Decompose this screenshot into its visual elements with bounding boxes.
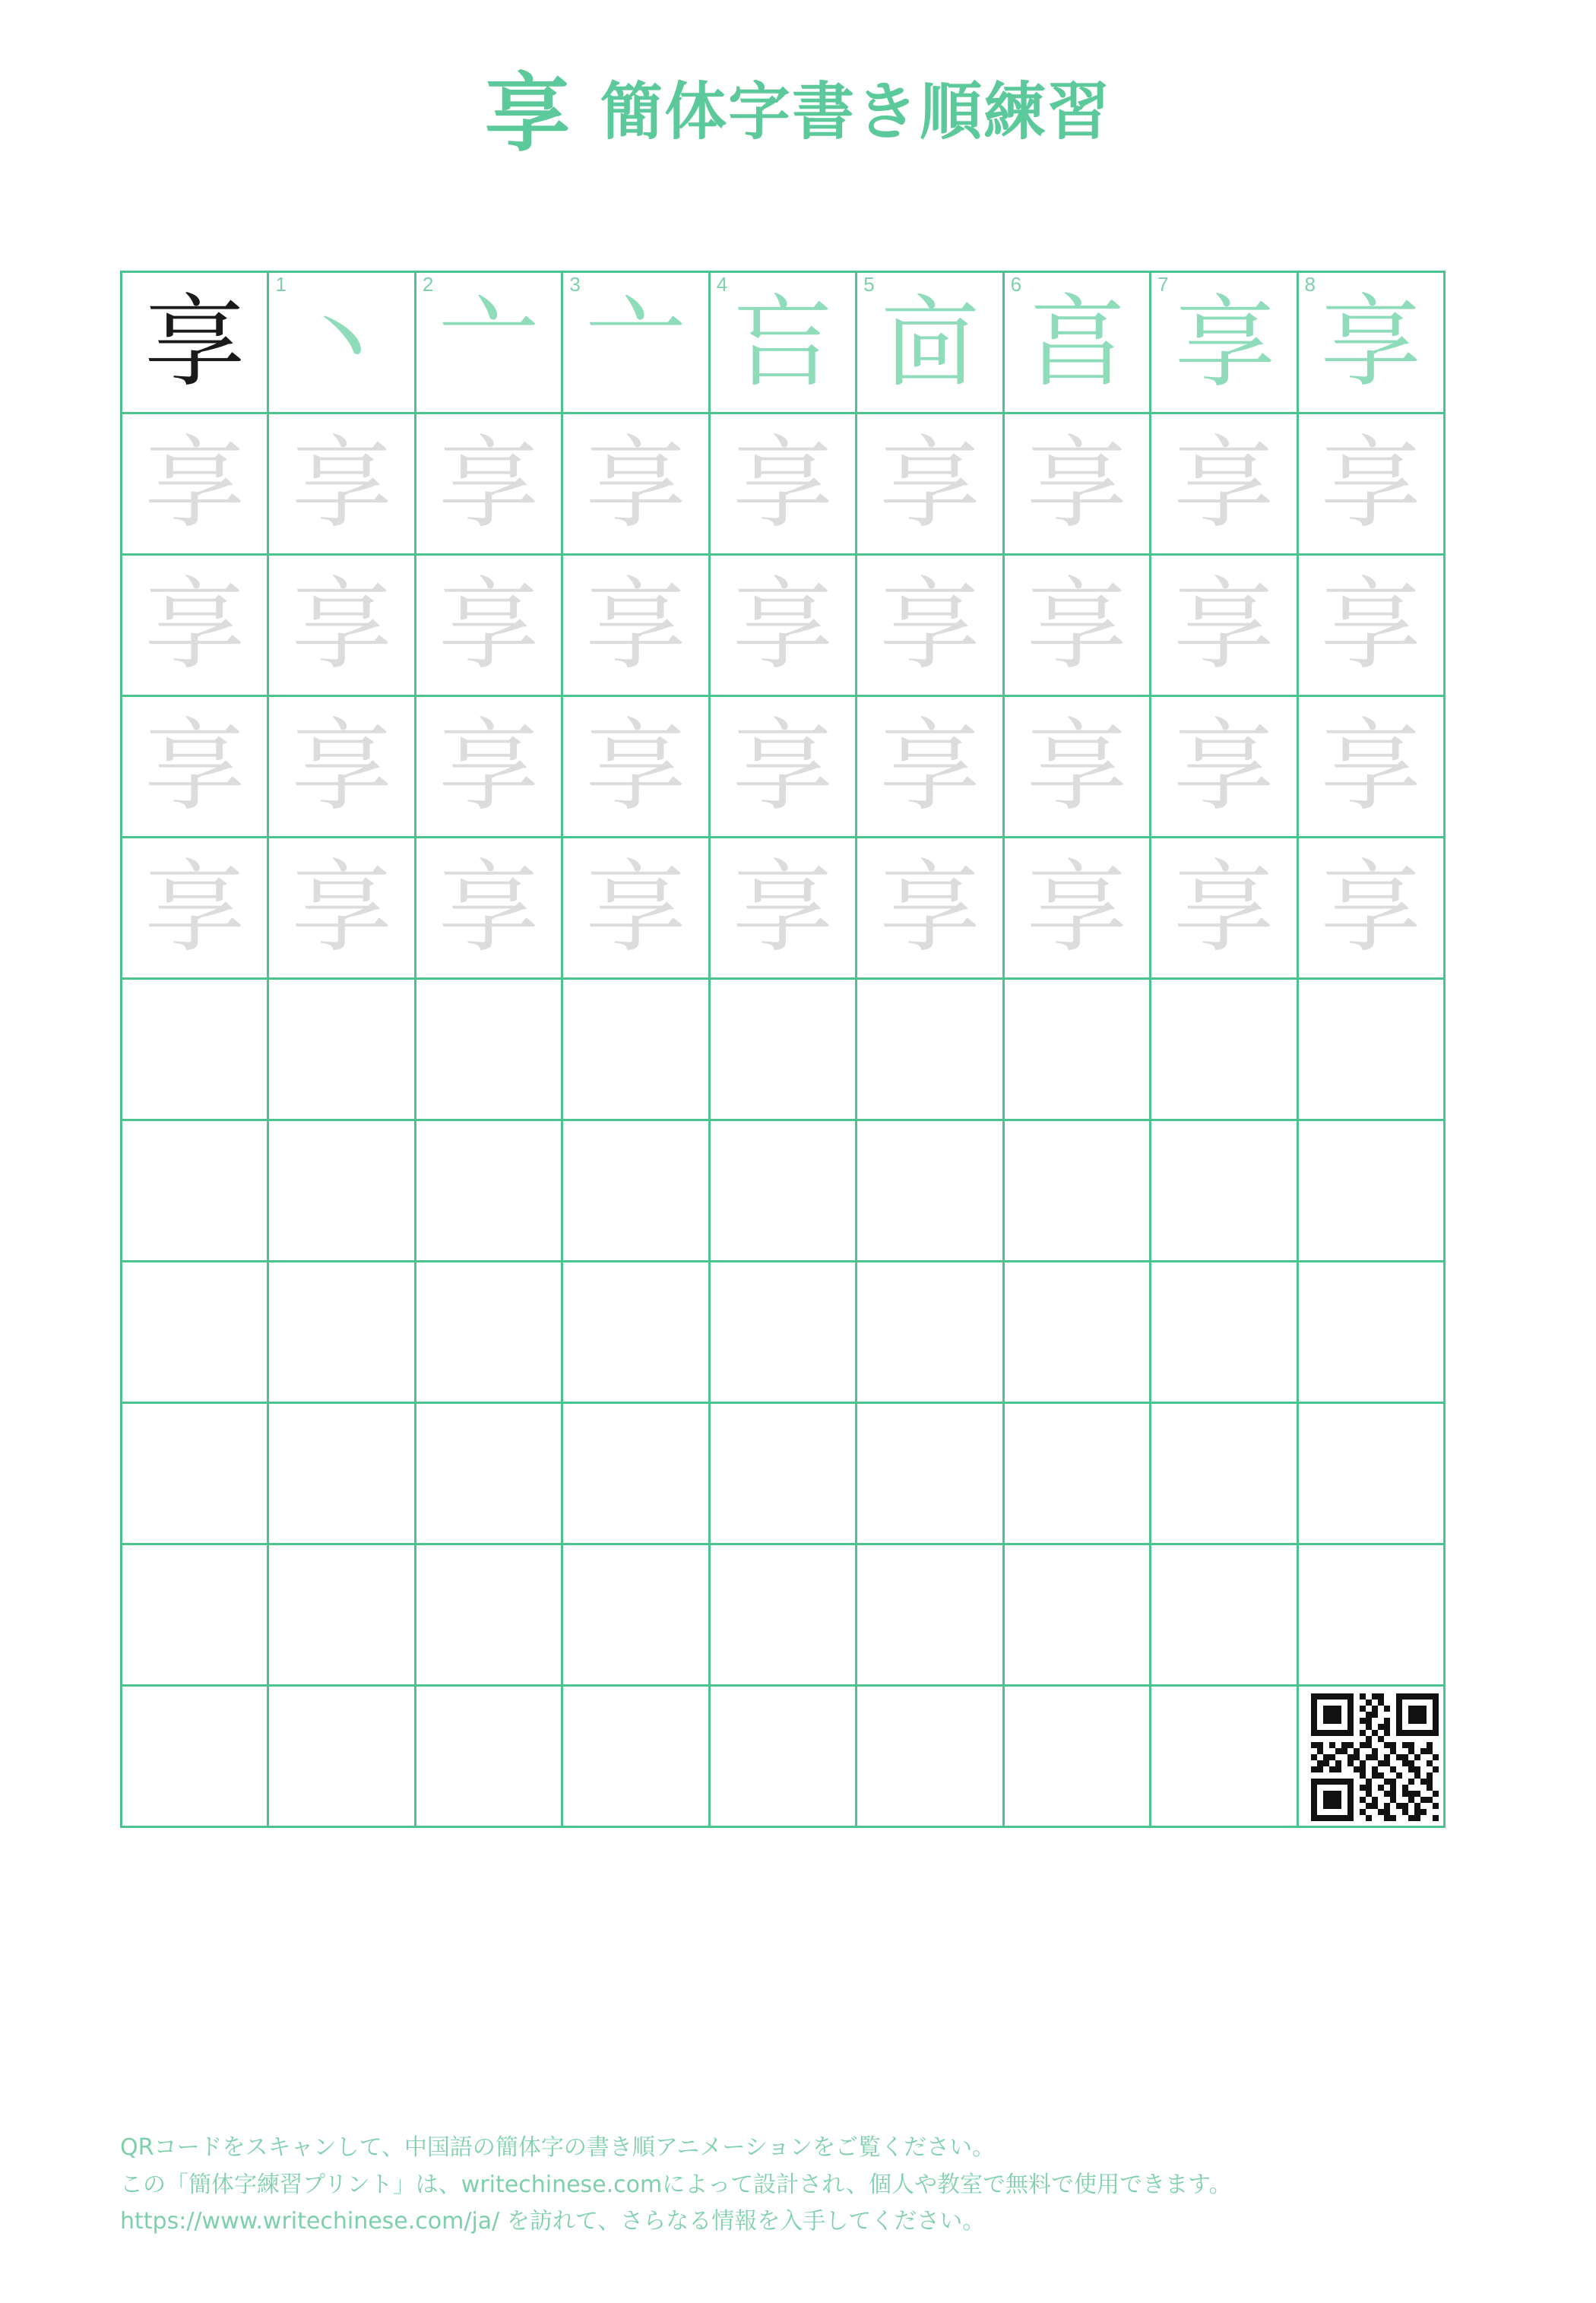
trace-row — [122, 556, 1446, 697]
stroke-step-cell — [416, 273, 563, 414]
blank-cell[interactable] — [1005, 1262, 1151, 1404]
blank-row — [122, 1404, 1446, 1545]
trace-cell[interactable] — [416, 556, 563, 697]
trace-character: 享 — [1173, 425, 1275, 543]
trace-cell[interactable] — [416, 838, 563, 980]
trace-character: 享 — [879, 708, 980, 825]
stroke-partial: 亯 — [1026, 284, 1127, 401]
blank-cell[interactable] — [1151, 1121, 1298, 1262]
blank-row — [122, 1687, 1446, 1828]
blank-cell[interactable] — [122, 1687, 269, 1828]
stroke-partial-clip — [1151, 273, 1298, 387]
blank-cell[interactable] — [1299, 1262, 1446, 1404]
blank-cell[interactable] — [1005, 1687, 1151, 1828]
trace-cell[interactable] — [1299, 838, 1446, 980]
blank-cell[interactable] — [269, 1545, 416, 1687]
stroke-number: 7 — [1157, 273, 1169, 296]
blank-cell[interactable] — [269, 1404, 416, 1545]
blank-cell[interactable] — [1151, 1687, 1298, 1828]
blank-cell[interactable] — [1005, 1121, 1151, 1262]
model-character: 享 — [144, 284, 245, 401]
trace-cell[interactable] — [1299, 697, 1446, 838]
model-character-cell — [122, 273, 269, 414]
blank-cell[interactable] — [857, 1545, 1004, 1687]
qr-cell — [1299, 1687, 1446, 1828]
trace-character: 享 — [1026, 425, 1127, 543]
trace-character: 享 — [879, 425, 980, 543]
stroke-step-cell — [1005, 273, 1151, 414]
trace-character: 享 — [291, 425, 392, 543]
blank-cell[interactable] — [711, 1687, 857, 1828]
stroke-partial: 亠 — [439, 284, 540, 401]
stroke-step-cell — [269, 273, 416, 414]
blank-cell[interactable] — [269, 1687, 416, 1828]
trace-character: 享 — [585, 849, 686, 967]
trace-cell[interactable] — [857, 697, 1004, 838]
trace-cell[interactable] — [1151, 838, 1298, 980]
blank-cell[interactable] — [1005, 1404, 1151, 1545]
blank-cell[interactable] — [563, 980, 710, 1121]
trace-character: 享 — [439, 849, 540, 967]
stroke-step-cell — [563, 273, 710, 414]
trace-character: 享 — [1026, 849, 1127, 967]
blank-cell[interactable] — [269, 1121, 416, 1262]
trace-cell[interactable] — [1299, 556, 1446, 697]
trace-cell[interactable] — [857, 414, 1004, 556]
trace-character: 享 — [732, 849, 833, 967]
trace-character: 享 — [144, 425, 245, 543]
trace-character: 享 — [439, 425, 540, 543]
stroke-number: 4 — [716, 273, 728, 296]
blank-cell[interactable] — [711, 1545, 857, 1687]
stroke-partial: 享 — [1174, 285, 1275, 387]
footer-line-3: https://www.writechinese.com/ja/ を訪れて、さらなる情報を入手してください。 — [120, 2208, 986, 2235]
blank-cell[interactable] — [563, 1687, 710, 1828]
stroke-step-cell — [1299, 273, 1446, 414]
blank-cell[interactable] — [563, 1121, 710, 1262]
blank-row — [122, 1121, 1446, 1262]
blank-cell[interactable] — [1151, 980, 1298, 1121]
trace-cell[interactable] — [857, 838, 1004, 980]
blank-cell[interactable] — [563, 1545, 710, 1687]
blank-cell[interactable] — [122, 1545, 269, 1687]
qr-code-icon — [1311, 1693, 1439, 1821]
blank-cell[interactable] — [1299, 1404, 1446, 1545]
blank-cell[interactable] — [857, 1687, 1004, 1828]
trace-character: 享 — [1173, 708, 1275, 825]
trace-character: 享 — [732, 425, 833, 543]
trace-character: 享 — [879, 849, 980, 967]
footer-line-1: QRコードをスキャンして、中国語の簡体字の書き順アニメーションをご覧ください。 — [120, 2134, 996, 2161]
blank-cell[interactable] — [563, 1404, 710, 1545]
blank-cell[interactable] — [416, 1121, 563, 1262]
trace-cell[interactable] — [416, 697, 563, 838]
trace-character: 享 — [291, 566, 392, 684]
trace-cell[interactable] — [269, 697, 416, 838]
blank-row — [122, 980, 1446, 1121]
trace-cell[interactable] — [711, 556, 857, 697]
trace-cell[interactable] — [711, 414, 857, 556]
stroke-step-cell — [711, 273, 857, 414]
blank-cell[interactable] — [711, 1121, 857, 1262]
trace-cell[interactable] — [122, 414, 269, 556]
trace-character: 享 — [1026, 566, 1127, 684]
footer — [120, 2130, 1488, 2241]
stroke-number: 6 — [1010, 273, 1022, 296]
stroke-partial: 享 — [1320, 284, 1421, 401]
trace-character: 享 — [1173, 849, 1275, 967]
practice-grid — [120, 271, 1446, 1828]
trace-character: 享 — [439, 708, 540, 825]
stroke-partial: 㐭 — [879, 284, 980, 401]
stroke-number: 5 — [863, 273, 875, 296]
trace-cell[interactable] — [1151, 414, 1298, 556]
trace-character: 享 — [1320, 849, 1421, 967]
trace-cell[interactable] — [1005, 697, 1151, 838]
stroke-number: 1 — [275, 273, 287, 296]
page-title — [0, 46, 1596, 168]
stroke-partial: 丶 — [291, 284, 392, 401]
trace-cell[interactable] — [563, 838, 710, 980]
stroke-order-row — [122, 273, 1446, 414]
trace-character: 享 — [585, 566, 686, 684]
blank-cell[interactable] — [416, 1262, 563, 1404]
qr-code[interactable] — [1311, 1693, 1439, 1821]
trace-character: 享 — [1320, 566, 1421, 684]
trace-character: 享 — [144, 849, 245, 967]
blank-cell[interactable] — [269, 980, 416, 1121]
title-text: 簡体字書き順練習 — [600, 76, 1111, 148]
blank-cell[interactable] — [857, 1121, 1004, 1262]
trace-character: 享 — [1320, 425, 1421, 543]
blank-cell[interactable] — [416, 980, 563, 1121]
blank-cell[interactable] — [1299, 980, 1446, 1121]
trace-cell[interactable] — [1299, 414, 1446, 556]
trace-character: 享 — [144, 566, 245, 684]
trace-character: 享 — [732, 566, 833, 684]
blank-row — [122, 1545, 1446, 1687]
blank-cell[interactable] — [857, 980, 1004, 1121]
stroke-number: 8 — [1304, 273, 1316, 296]
blank-cell[interactable] — [857, 1262, 1004, 1404]
blank-cell[interactable] — [1151, 1545, 1298, 1687]
blank-cell[interactable] — [1151, 1262, 1298, 1404]
blank-cell[interactable] — [416, 1687, 563, 1828]
trace-row — [122, 414, 1446, 556]
trace-cell[interactable] — [1005, 838, 1151, 980]
trace-cell[interactable] — [857, 556, 1004, 697]
blank-cell[interactable] — [1299, 1121, 1446, 1262]
stroke-number: 3 — [569, 273, 581, 296]
blank-cell[interactable] — [122, 980, 269, 1121]
trace-cell[interactable] — [1005, 556, 1151, 697]
trace-cell[interactable] — [1151, 697, 1298, 838]
blank-row — [122, 1262, 1446, 1404]
trace-character: 享 — [291, 708, 392, 825]
trace-character: 享 — [585, 708, 686, 825]
blank-cell[interactable] — [857, 1404, 1004, 1545]
blank-cell[interactable] — [1005, 1545, 1151, 1687]
trace-character: 享 — [1173, 566, 1275, 684]
stroke-number: 2 — [422, 273, 434, 296]
stroke-step-cell — [1151, 273, 1298, 414]
blank-cell[interactable] — [1151, 1404, 1298, 1545]
trace-cell[interactable] — [563, 414, 710, 556]
stroke-partial: 亠 — [585, 284, 686, 401]
stroke-step-cell — [857, 273, 1004, 414]
blank-cell[interactable] — [122, 1121, 269, 1262]
stroke-partial: 吂 — [732, 284, 833, 401]
trace-cell[interactable] — [269, 556, 416, 697]
trace-character: 享 — [291, 849, 392, 967]
title-character: 享 — [484, 65, 570, 163]
trace-cell[interactable] — [269, 838, 416, 980]
blank-cell[interactable] — [711, 1262, 857, 1404]
trace-cell[interactable] — [1151, 556, 1298, 697]
worksheet-page — [0, 46, 1596, 2303]
blank-cell[interactable] — [1005, 980, 1151, 1121]
footer-line-2: この「簡体字練習プリント」は、writechinese.comによって設計され、個人や教室で無料で使用できます。 — [120, 2171, 1232, 2198]
trace-character: 享 — [1026, 708, 1127, 825]
trace-character: 享 — [732, 708, 833, 825]
trace-cell[interactable] — [122, 556, 269, 697]
trace-cell[interactable] — [416, 414, 563, 556]
trace-cell[interactable] — [711, 838, 857, 980]
trace-cell[interactable] — [122, 697, 269, 838]
blank-cell[interactable] — [416, 1545, 563, 1687]
trace-character: 享 — [144, 708, 245, 825]
trace-cell[interactable] — [1005, 414, 1151, 556]
trace-row — [122, 697, 1446, 838]
blank-cell[interactable] — [122, 1404, 269, 1545]
blank-cell[interactable] — [711, 980, 857, 1121]
trace-cell[interactable] — [711, 697, 857, 838]
trace-character: 享 — [439, 566, 540, 684]
blank-cell[interactable] — [122, 1262, 269, 1404]
trace-cell[interactable] — [269, 414, 416, 556]
trace-row — [122, 838, 1446, 980]
blank-cell[interactable] — [416, 1404, 563, 1545]
trace-character: 享 — [1320, 708, 1421, 825]
trace-character: 享 — [585, 425, 686, 543]
blank-cell[interactable] — [711, 1404, 857, 1545]
trace-cell[interactable] — [563, 697, 710, 838]
trace-cell[interactable] — [122, 838, 269, 980]
trace-character: 享 — [879, 566, 980, 684]
blank-cell[interactable] — [1299, 1545, 1446, 1687]
blank-cell[interactable] — [269, 1262, 416, 1404]
trace-cell[interactable] — [563, 556, 710, 697]
blank-cell[interactable] — [563, 1262, 710, 1404]
